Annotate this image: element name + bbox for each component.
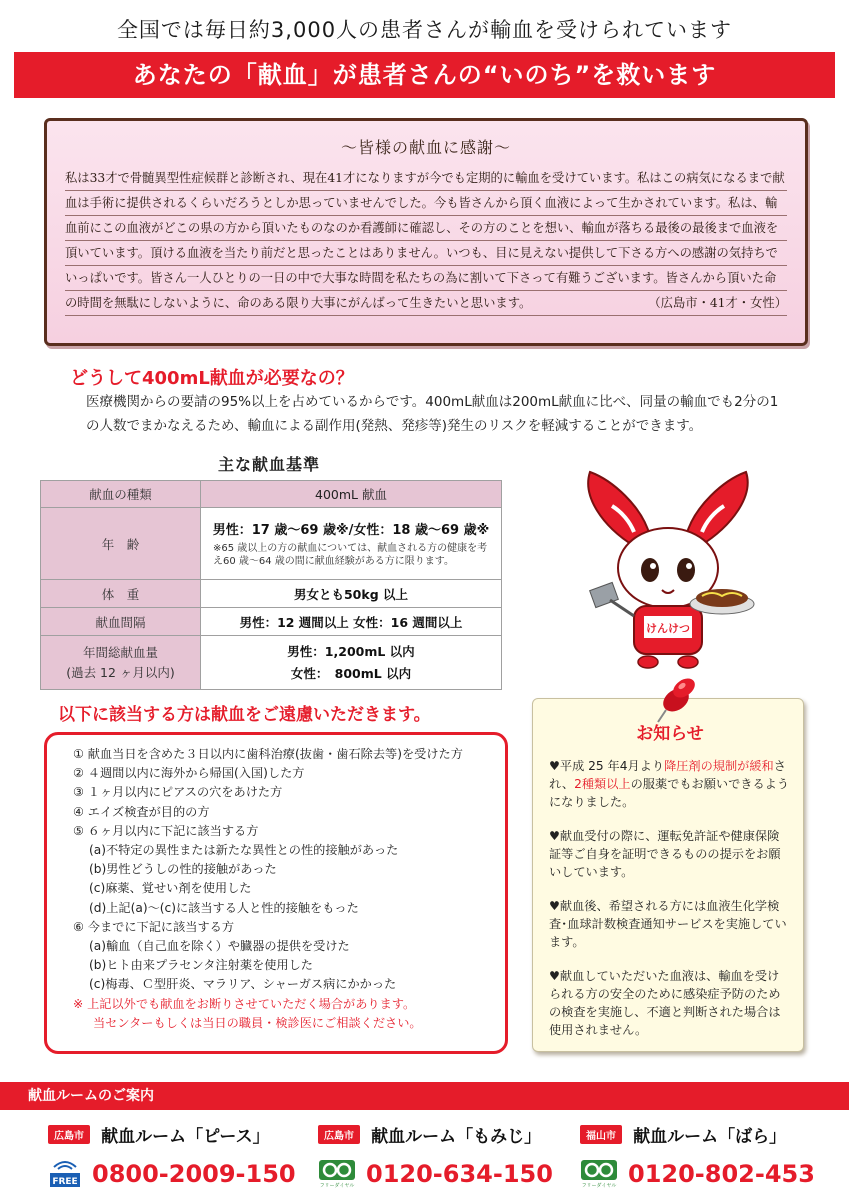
criteria-type-value: 400mL 献血 — [201, 481, 502, 508]
exclusion-subitem: (c)麻薬、覚せい剤を使用した — [89, 881, 252, 896]
room-momiji — [318, 1122, 588, 1194]
free-dial-label: フリーダイヤル — [581, 1183, 617, 1189]
push-pin-icon — [646, 670, 702, 726]
mascot-badge-text: けんけつ — [646, 622, 690, 635]
exclusion-subitem: (b)男性どうしの性的接触があった — [89, 862, 277, 877]
exclusions-heading: 以下に該当する方は献血をご遠慮いただきます。 — [58, 705, 431, 725]
notice-item-bp-medication — [549, 757, 791, 811]
notice-title: お知らせ — [636, 724, 704, 744]
criteria-age-cell — [201, 508, 502, 580]
exclusion-warning: ※ 上記以外でも献血をお断りさせていただく場合があります。 — [73, 996, 416, 1011]
thanks-letter-box — [44, 118, 808, 346]
thanks-text: 私は33才で骨髄異型性症候群と診断され、現在41才になりますが今でも定期的に輸血を受けています。私はこの病気になるまで献血は手術に提供されるくらいだろうとしか思っていませんでした。今も皆さんから頂く血液によって生かされています。私は、輸血前にこの血液がどこの県の方から頂いたものなのか看護師に確認し、その方のことを想い、輸血が落ちる最後の最後まで血液を頂いています。頂ける血液を当たり前だと思ったことはありません。いつも、目に見えない提供して下さる方への感謝の気持ちでいっぱいです。皆さん一人ひとりの一日の中で大事な時間を私たちの為に割いて下さって有難うございます。皆さんから頂いた命の時間を無駄にしないように、命のある限り大事にがんばって生きたいと思います。 — [65, 171, 785, 310]
free-call-icon — [48, 1159, 82, 1189]
exclusion-subitem: (d)上記(a)～(c)に該当する人と性的接触をもった — [89, 900, 359, 915]
kenketsu-mascot-illustration — [572, 466, 764, 678]
criteria-interval-row — [41, 608, 502, 636]
city-badge: 広島市 — [318, 1125, 360, 1144]
notice-item-test-service: ♥献血後、希望される方には血液生化学検査･血球計数検査通知サービスを実施しています。 — [549, 899, 787, 949]
notice-text: ♥平成 25 年4月より — [549, 759, 665, 773]
criteria-age-note: ※65 歳以上の方の献血については、献血される方の健康を考え60 歳～64 歳の間に献血経験がある方に限ります。 — [213, 543, 488, 567]
free-dial-icon — [580, 1159, 618, 1189]
criteria-annual-label — [41, 636, 201, 690]
why-400ml-text: 医療機関からの要請の95%以上を占めているからです。400mL献血は200mL献血に比べ、同量の輸血でも2分の1の人数でまかなえるため、輸血による副作用(発熱、発疹等)発生のリスクを軽減することができます。 — [86, 394, 779, 434]
criteria-interval-label: 献血間隔 — [41, 608, 201, 636]
exclusion-item: ④ エイズ検査が目的の方 — [73, 804, 210, 819]
free-icon-label: FREE — [52, 1177, 78, 1187]
notice-text: の服薬でもお願いできるようになりました。 — [549, 777, 790, 809]
exclusion-item: ⑥ 今までに下記に該当する方 — [73, 919, 235, 934]
notice-item-id: ♥献血受付の際に、運転免許証や健康保険証等ご自身を証明できるものの提示をお願いしています。 — [549, 829, 781, 879]
room-phone[interactable]: 0120-802-453 — [628, 1160, 815, 1188]
criteria-weight-row — [41, 580, 502, 608]
free-dial-label: フリーダイヤル — [319, 1183, 355, 1189]
why-400ml-heading: どうして400mL献血が必要なの？ — [70, 368, 354, 389]
room-phone[interactable]: 0120-634-150 — [366, 1160, 553, 1188]
criteria-age-label: 年 齢 — [41, 508, 201, 580]
criteria-annual-row — [41, 636, 502, 690]
criteria-annual-label-1: 年間総献血量 — [82, 644, 158, 660]
exclusion-subitem: (a)不特定の異性または新たな異性との性的接触があった — [89, 843, 399, 858]
notice-item-safety: ♥献血していただいた血液は、輸血を受けられる方の安全のために感染症予防のための検査を実施し、不適と判断された場合は使用されません。 — [549, 969, 781, 1037]
notice-card — [532, 698, 804, 1052]
main-banner: あなたの「献血」が患者さんの“いのち”を救います — [14, 52, 835, 98]
exclusion-subitem: (a)輸血（自己血を除く）や臓器の提供を受けた — [89, 939, 350, 954]
city-badge: 広島市 — [48, 1125, 90, 1144]
criteria-annual-female: 女性： 800mL 以内 — [290, 665, 412, 681]
thanks-signature: （広島市・41才・女性） — [648, 296, 787, 310]
exclusion-warning-contact: 当センターもしくは当日の職員・検診医にご相談ください。 — [93, 1015, 422, 1030]
exclusion-item: ③ １ヶ月以内にピアスの穴をあけた方 — [73, 785, 283, 800]
criteria-heading: 主な献血基準 — [218, 455, 321, 474]
room-name: 献血ルーム「ピース」 — [101, 1127, 270, 1147]
exclusion-subitem: (c)梅毒、Ｃ型肝炎、マラリア、シャーガス病にかかった — [89, 977, 397, 992]
notice-highlight: 2種類以上 — [574, 777, 631, 791]
criteria-interval-value: 男性：12 週間以上 女性：16 週間以上 — [201, 608, 502, 636]
criteria-annual-male: 男性：1,200mL 以内 — [287, 643, 415, 659]
thanks-title: ～皆様の献血に感謝～ — [340, 138, 511, 157]
city-badge: 福山市 — [580, 1125, 622, 1144]
criteria-header-row — [41, 481, 502, 508]
criteria-table — [40, 480, 502, 690]
room-bara — [580, 1122, 849, 1194]
criteria-weight-value: 男女とも50kg 以上 — [201, 580, 502, 608]
criteria-annual-cell — [201, 636, 502, 690]
exclusion-item: ② ４週間以内に海外から帰国(入国)した方 — [73, 766, 305, 781]
room-peace — [48, 1122, 318, 1194]
criteria-annual-label-2: (過去 12 ヶ月以内) — [66, 664, 175, 680]
room-name: 献血ルーム「ばら」 — [633, 1127, 787, 1147]
free-dial-icon — [318, 1159, 356, 1189]
donation-rooms-banner: 献血ルームのご案内 — [0, 1082, 849, 1110]
room-phone[interactable]: 0800-2009-150 — [92, 1160, 296, 1188]
criteria-type-label: 献血の種類 — [41, 481, 201, 508]
exclusions-box — [44, 732, 508, 1054]
criteria-age-row — [41, 508, 502, 580]
top-headline: 全国では毎日約3,000人の患者さんが輸血を受けられています — [116, 18, 733, 42]
room-name: 献血ルーム「もみじ」 — [371, 1127, 542, 1147]
criteria-age-value: 男性：17 歳～69 歳※/女性：18 歳～69 歳※ — [212, 523, 490, 538]
thanks-body — [65, 166, 787, 316]
notice-text: され、 — [549, 759, 786, 791]
exclusion-subitem: (b)ヒト由来プラセンタ注射薬を使用した — [89, 958, 313, 973]
notice-highlight: 降圧剤の規制が緩和 — [664, 759, 774, 773]
criteria-weight-label: 体 重 — [41, 580, 201, 608]
exclusion-item: ⑤ ６ヶ月以内に下記に該当する方 — [73, 823, 259, 838]
exclusion-item: ① 献血当日を含めた３日以内に歯科治療(抜歯・歯石除去等)を受けた方 — [73, 747, 463, 761]
